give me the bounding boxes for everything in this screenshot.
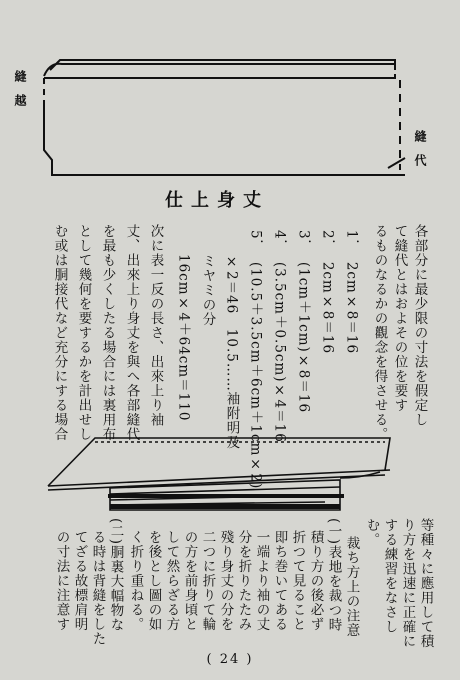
text-col: 各部分に最少限の寸法を假定し bbox=[411, 224, 428, 427]
formula-line: 2． 2cm×8＝16 bbox=[319, 230, 336, 355]
label-suso-koshi: 縫 越 bbox=[13, 70, 27, 111]
text-col: 次に表一反の長さ、出來上り袖 bbox=[147, 224, 164, 427]
text-col: する練習をなさし bbox=[381, 518, 398, 634]
text-col: てざる故標肩明 bbox=[71, 530, 88, 632]
formula-line: 5． (10.5＋3.5cm＋6cm＋1cm×2) bbox=[247, 230, 264, 490]
formula-line: 4． (3.5cm＋0.5cm)×4＝16 bbox=[271, 230, 288, 443]
text-col: る時は背縫をした bbox=[89, 530, 106, 646]
text-col: 丈、出來上り身丈を與へ各部縫代 bbox=[123, 224, 140, 442]
text-col: て縫代とはおよその位を要す bbox=[391, 224, 408, 413]
page-number: ( 24 ) bbox=[206, 652, 254, 667]
formula-line: 1． 2cm×8＝16 bbox=[343, 230, 360, 355]
text-col: 等種々に應用して積 bbox=[417, 518, 434, 649]
text-col: 一端より袖の丈 bbox=[253, 530, 270, 632]
formula-line: 16cm×4＋64cm＝110 bbox=[175, 254, 192, 422]
text-col: として幾何を要するかを計出せし bbox=[75, 224, 92, 442]
text-col: るものなるかの觀念を得させる。 bbox=[371, 224, 388, 442]
text-col: の寸法に注意す bbox=[53, 530, 70, 632]
text-col: の方を前身頃と bbox=[181, 530, 198, 632]
text-col: 分を折りたたみ bbox=[235, 530, 252, 632]
formula-line: 3． (1cm＋1cm)×8＝16 bbox=[295, 230, 312, 414]
text-col: 折つて見ること bbox=[289, 530, 306, 632]
text-col: 即ち巻いてある bbox=[271, 530, 288, 632]
formula-line: ×2＝46 10.5……袖附明及 bbox=[223, 254, 240, 450]
text-col: む。 bbox=[363, 518, 380, 547]
text-col: を最も少くしたる場合には裏用布 bbox=[99, 224, 116, 442]
text-col: 二つに折りて輪 bbox=[199, 530, 216, 632]
text-col: 積り方の後必ず bbox=[307, 530, 324, 632]
text-col: を後とし圖の如 bbox=[145, 530, 162, 632]
label-nui-shiro: 縫 代 bbox=[413, 130, 427, 171]
text-col: (二)胴裏大幅物な bbox=[107, 518, 124, 633]
section-heading: 裁ち方上の注意 bbox=[343, 536, 360, 638]
text-col: く折り重ねる。 bbox=[127, 530, 144, 632]
figure-caption: 仕上身丈 bbox=[165, 190, 269, 211]
text-col: り方を迅速に正確に bbox=[399, 518, 416, 649]
text-col: (一)表地を裁つ時 bbox=[325, 518, 342, 633]
text-col: して然らざる方 bbox=[163, 530, 180, 632]
formula-line: ミヤミの分 bbox=[199, 254, 216, 327]
text-col: む或は胴接代など充分にする場合 bbox=[51, 224, 68, 442]
text-col: 殘り身丈の分を bbox=[217, 530, 234, 632]
